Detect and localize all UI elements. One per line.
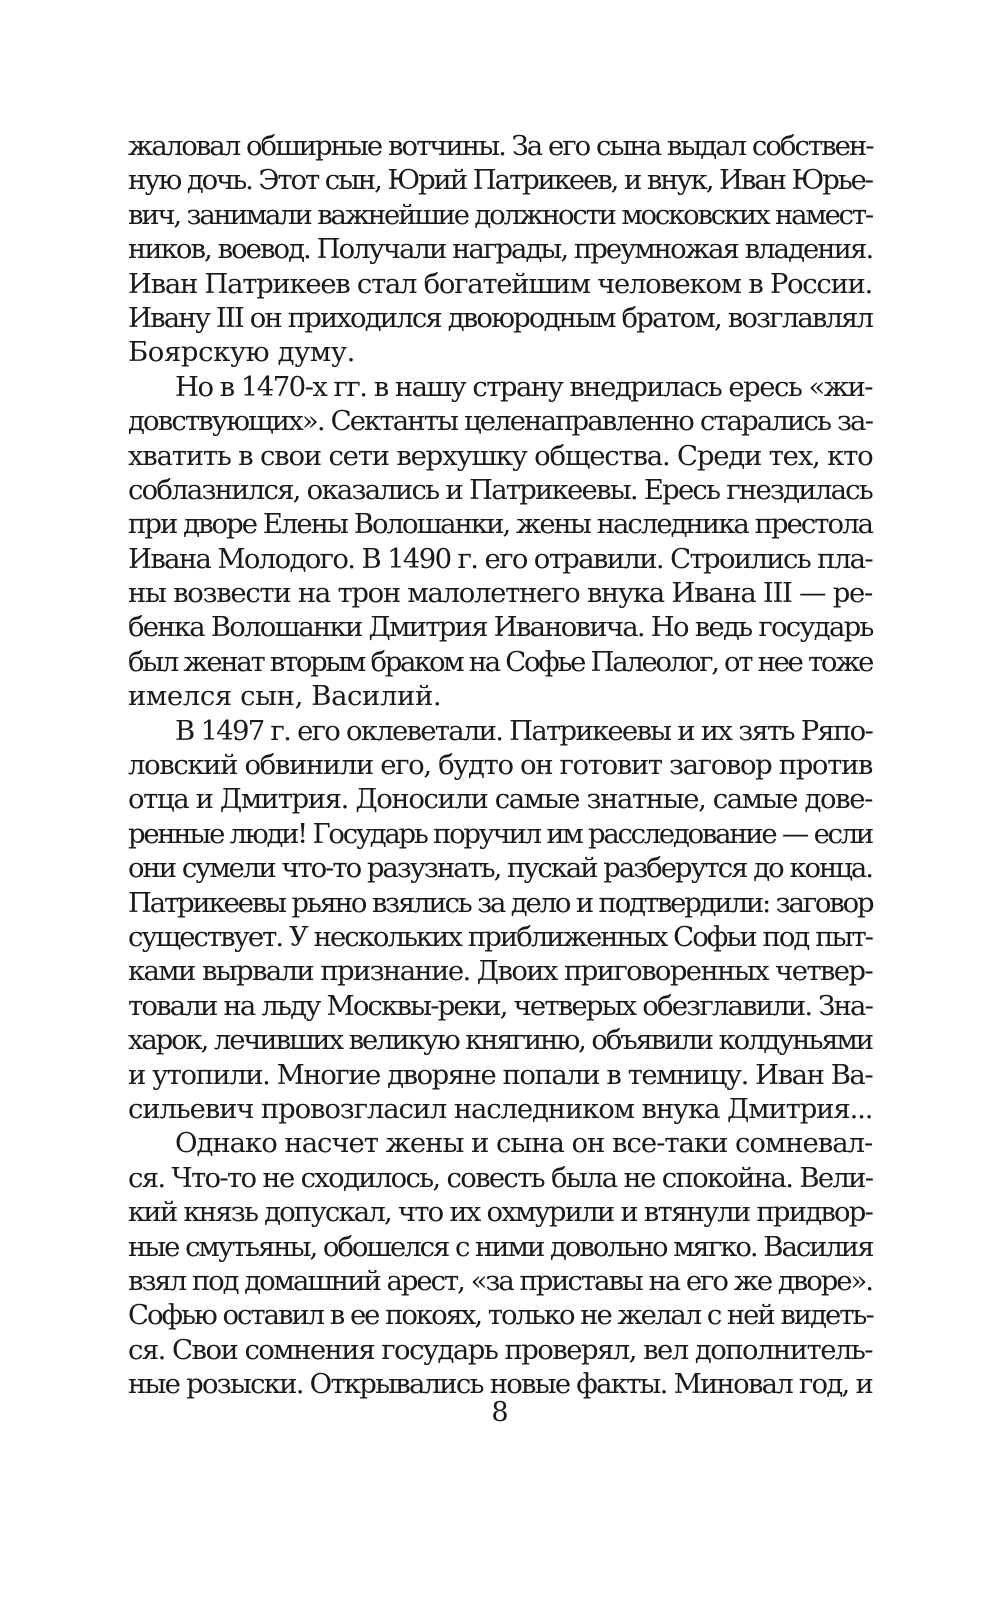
text-line: жаловал обширные вотчины. За его сына выдал собствен- bbox=[128, 130, 873, 162]
text-line: кий князь допускал, что их охмурили и втянули придвор- bbox=[128, 1196, 873, 1229]
paragraph bbox=[128, 370, 872, 714]
text-line: ками вырвали признание. Двоих приговоренных четвер- bbox=[128, 955, 872, 988]
text-line: Ивану III он приходился двоюродным братом, возглавлял bbox=[128, 301, 873, 334]
text-line: В 1497 г. его оклеветали. Патрикеевы и их зять Ряпо- bbox=[175, 714, 873, 747]
text-line: харок, лечивших великую княгиню, объявили колдуньями bbox=[128, 1024, 872, 1057]
text-line: ловский обвинили его, будто он готовит заговор против bbox=[128, 749, 872, 782]
text-line: ников, воевод. Получали награды, преумножая владения. bbox=[128, 233, 873, 266]
text-line: сильевич провозгласил наследником внука Дмитрия... bbox=[128, 1092, 873, 1125]
paragraph bbox=[128, 1126, 872, 1401]
text-line: Боярскую думу. bbox=[128, 336, 355, 369]
text-line: хватить в свои сети верхушку общества. Среди тех, кто bbox=[128, 439, 873, 472]
text-line: существует. У нескольких приближенных Софьи под пыт- bbox=[128, 920, 872, 953]
text-line: Ивана Молодого. В 1490 г. его отравили. Строились пла- bbox=[128, 542, 872, 575]
text-line: имелся сын, Василий. bbox=[128, 680, 442, 713]
text-line: Иван Патрикеев стал богатейшим человеком в России. bbox=[128, 267, 872, 300]
text-line: Софью оставил в ее покоях, только не желал с ней видеть- bbox=[128, 1299, 873, 1332]
text-line: бенка Волошанки Дмитрия Ивановича. Но ведь государь bbox=[128, 611, 873, 644]
text-line: товали на льду Москвы-реки, четверых обезглавили. Зна- bbox=[128, 989, 873, 1022]
text-line: Патрикеевы рьяно взялись за дело и подтвердили: заговор bbox=[128, 886, 873, 919]
text-line: взял под домашний арест, «за приставы на его же дворе». bbox=[128, 1264, 872, 1297]
text-line: соблазнился, оказались и Патрикеевы. Ересь гнездилась bbox=[128, 473, 872, 506]
text-line: при дворе Елены Волошанки, жены наследника престола bbox=[128, 508, 872, 541]
text-line: довствующих». Сектанты целенаправленно старались за- bbox=[128, 405, 872, 438]
text-line: и утопили. Многие дворяне попали в темницу. Иван Ва- bbox=[128, 1058, 873, 1091]
text-line: вич, занимали важнейшие должности московских намест- bbox=[128, 198, 872, 231]
body-text bbox=[128, 129, 872, 1401]
text-line: ся. Что-то не сходилось, совесть была не спокойна. Вели- bbox=[128, 1161, 873, 1194]
text-line: ную дочь. Этот сын, Юрий Патрикеев, и внук, Иван Юрье- bbox=[128, 164, 872, 197]
paragraph bbox=[128, 714, 872, 1127]
text-line: они сумели что-то разузнать, пускай разберутся до конца. bbox=[128, 852, 872, 885]
text-line: ные розыски. Открывались новые факты. Миновал год, и bbox=[128, 1368, 872, 1401]
text-line: ны возвести на трон малолетнего внука Ивана III — ре- bbox=[128, 577, 872, 610]
text-line: был женат вторым браком на Софье Палеолог, от нее тоже bbox=[128, 645, 873, 678]
page-number: 8 bbox=[491, 1397, 509, 1428]
paragraph bbox=[128, 129, 872, 370]
text-line: отца и Дмитрия. Доносили самые знатные, самые дове- bbox=[128, 783, 873, 816]
text-line: Однако насчет жены и сына он все-таки сомневал- bbox=[175, 1127, 873, 1160]
text-line: ренные люди! Государь поручил им расследование — если bbox=[128, 817, 872, 850]
text-line: ные смутьяны, обошелся с ними довольно мягко. Василия bbox=[128, 1230, 873, 1263]
text-line: ся. Свои сомнения государь проверял, вел дополнитель- bbox=[128, 1333, 872, 1366]
text-line: Но в 1470-х гг. в нашу страну внедрилась ересь «жи- bbox=[175, 370, 873, 403]
